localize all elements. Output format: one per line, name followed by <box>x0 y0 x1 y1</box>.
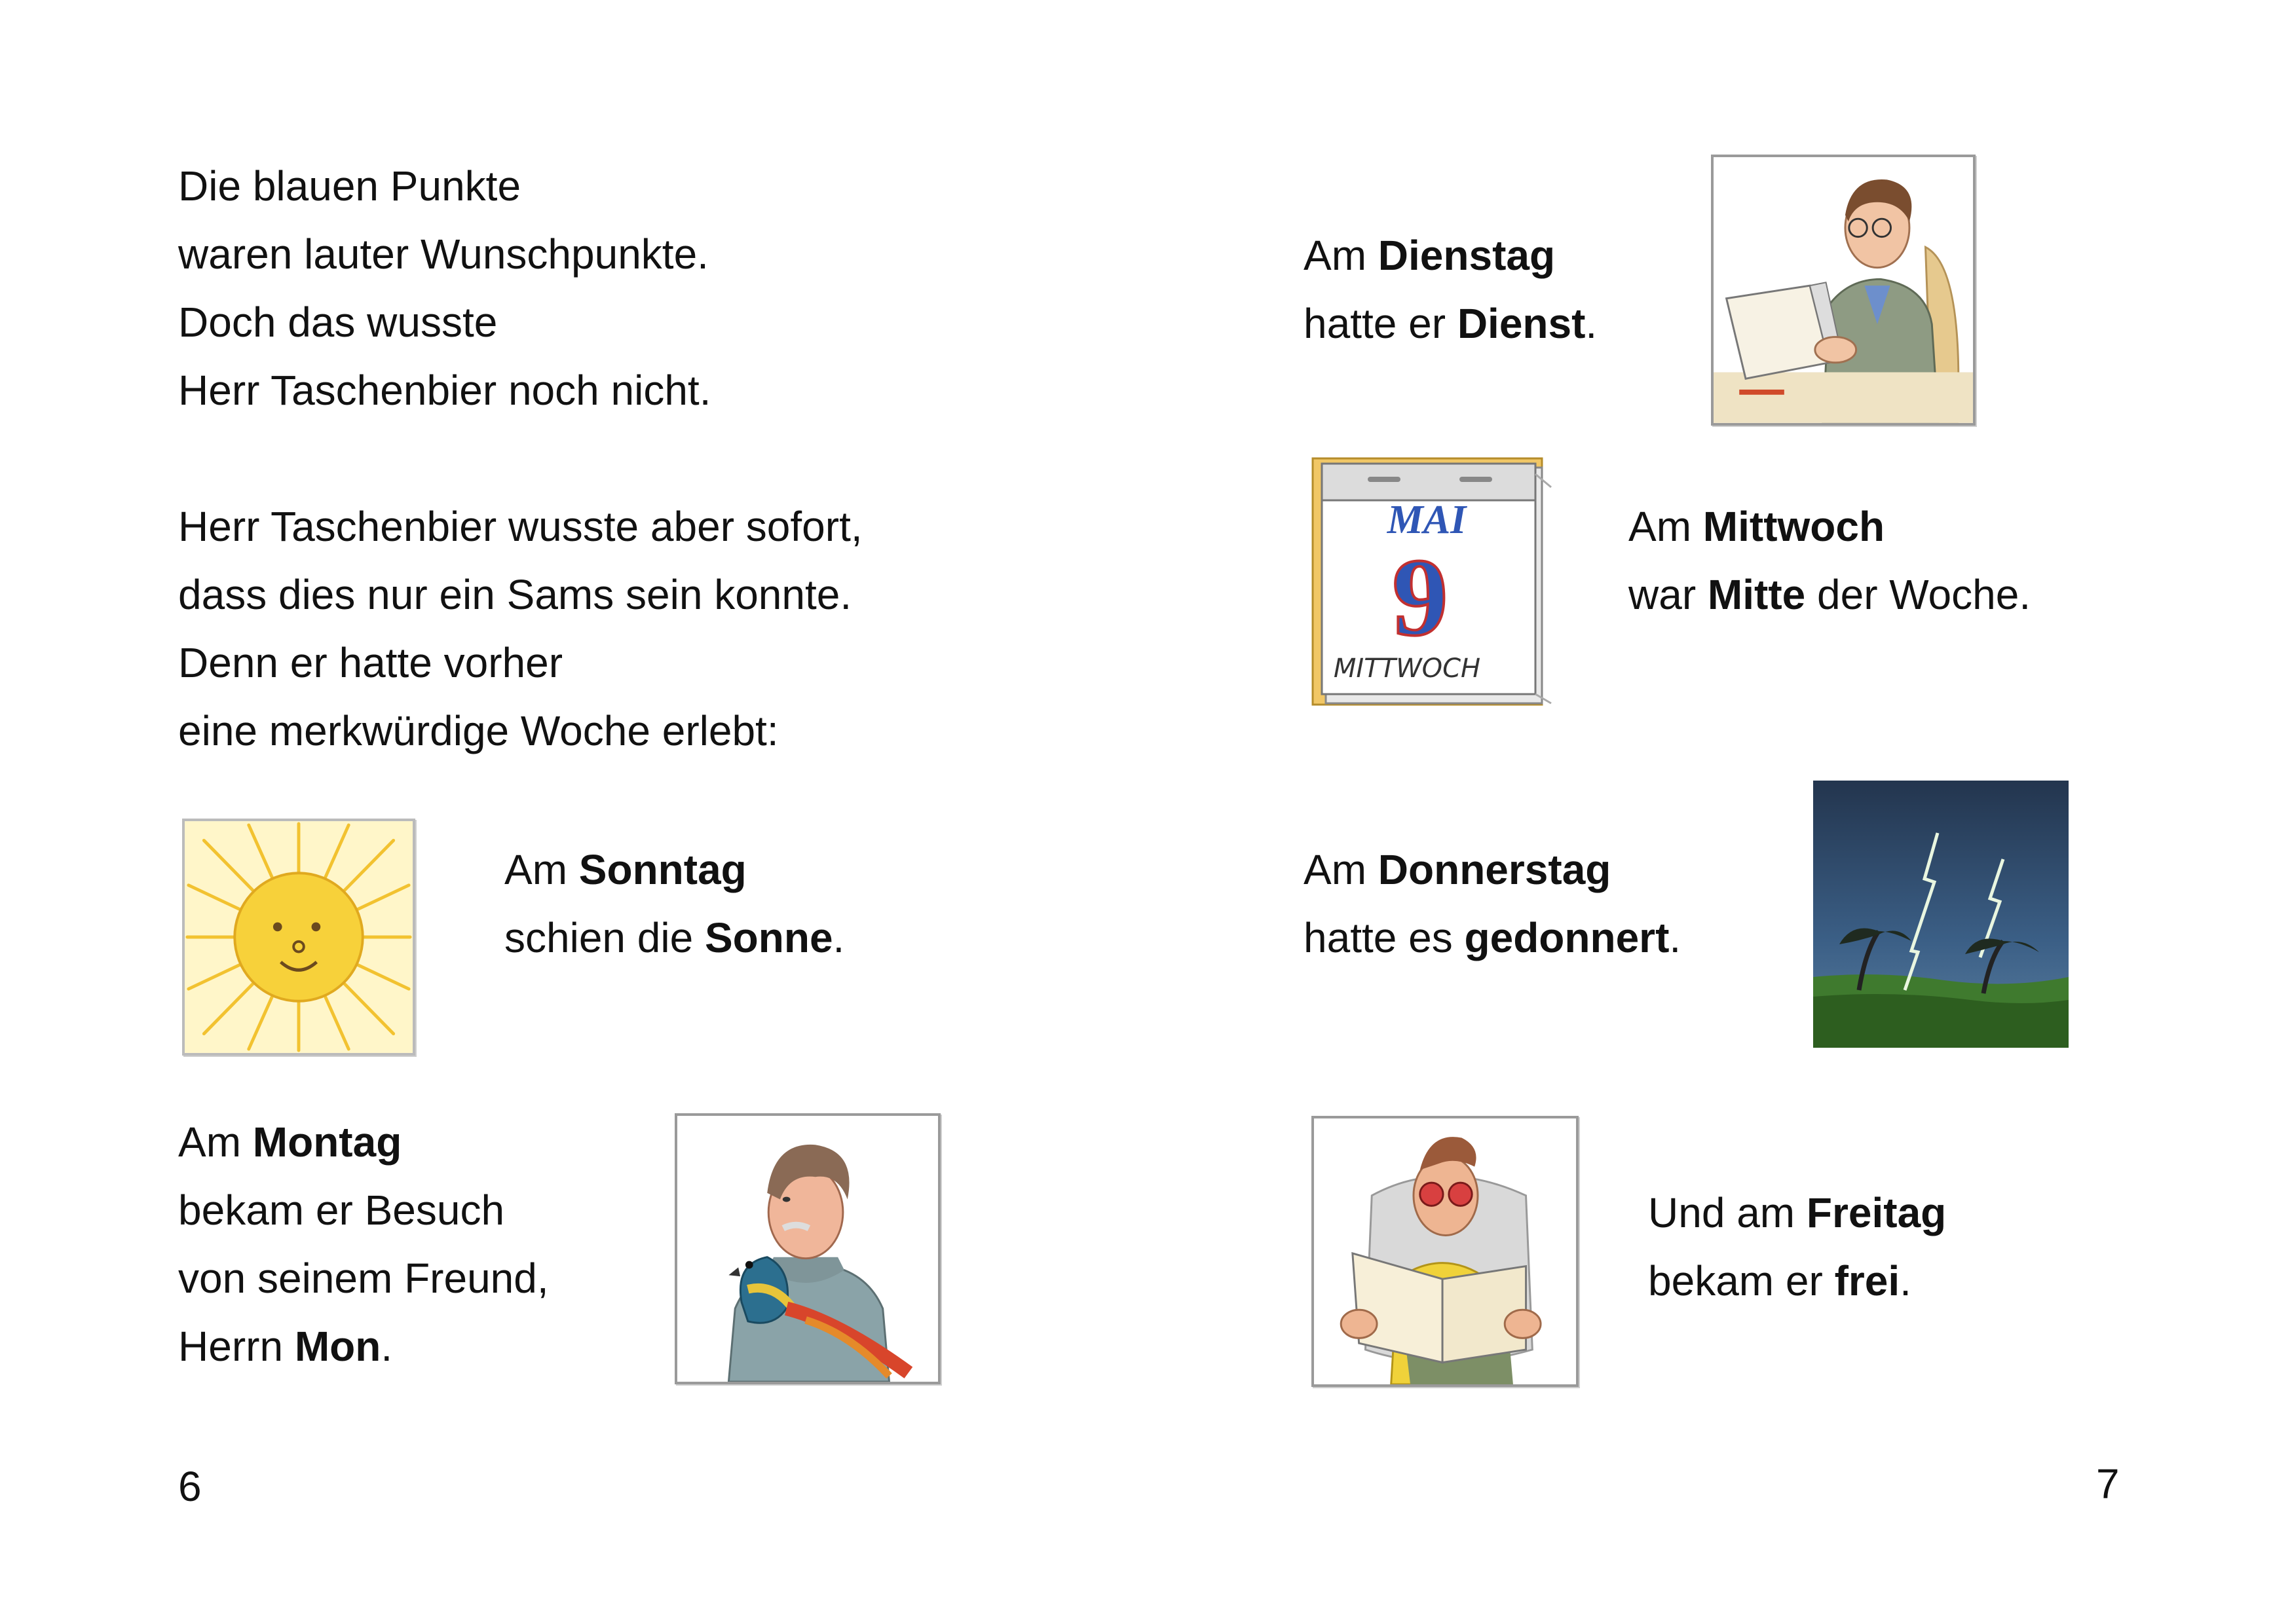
week-intro-paragraph: Herr Taschenbier wusste aber sofort, dass dies nur ein Sams sein konnte. Denn er hatte vorher eine merkwürdige Woche erlebt: <box>178 503 863 754</box>
calendar-day: 9 <box>1392 536 1448 659</box>
lightning-storm-icon <box>1813 781 2069 1048</box>
man-reading-icon <box>1314 1118 1576 1384</box>
mittwoch-text: Am Mittwoch war Mitte der Woche. <box>1628 503 2031 618</box>
donnerstag-word: Donnerstag <box>1378 846 1611 893</box>
dienst-illustration <box>1711 155 1976 426</box>
dienstag-text: Am Dienstag hatte er Dienst. <box>1304 232 1598 347</box>
sun-illustration <box>182 819 415 1056</box>
dienstag-word: Dienstag <box>1378 232 1556 279</box>
herr-mon-illustration <box>675 1113 941 1384</box>
gedonnert-word: gedonnert <box>1464 914 1670 961</box>
storm-illustration <box>1813 781 2069 1048</box>
mon-word: Mon <box>294 1323 381 1370</box>
intro-paragraph: Die blauen Punkte waren lauter Wunschpunkte. Doch das wusste Herr Taschenbier noch nicht. <box>178 162 711 414</box>
page-number-left: 6 <box>178 1463 202 1510</box>
montag-word: Montag <box>252 1118 402 1166</box>
sonne-word: Sonne <box>704 914 833 961</box>
man-with-parrot-icon <box>677 1116 938 1382</box>
calendar-month: MAI <box>1387 498 1467 542</box>
sun-icon <box>185 821 413 1053</box>
freitag-illustration <box>1311 1116 1579 1387</box>
freitag-text: Und am Freitag bekam er frei. <box>1648 1189 1947 1304</box>
man-at-desk-icon <box>1714 157 1973 423</box>
frei-word: frei <box>1834 1257 1900 1304</box>
calendar-illustration <box>1309 454 1558 711</box>
calendar-weekday: MITTWOCH <box>1333 654 1481 684</box>
sonntag-text: Am Sonntag schien die Sonne. <box>504 846 845 961</box>
mitte-word: Mitte <box>1707 571 1806 618</box>
sonntag-word: Sonntag <box>578 846 747 893</box>
donnerstag-text: Am Donnerstag hatte es gedonnert. <box>1304 846 1681 961</box>
dienst-word: Dienst <box>1457 300 1586 347</box>
page-number-right: 7 <box>2096 1460 2120 1507</box>
montag-text: Am Montag bekam er Besuch von seinem Freund, Herrn Mon. <box>178 1118 549 1370</box>
mittwoch-word: Mittwoch <box>1702 503 1885 550</box>
freitag-word: Freitag <box>1806 1189 1947 1236</box>
